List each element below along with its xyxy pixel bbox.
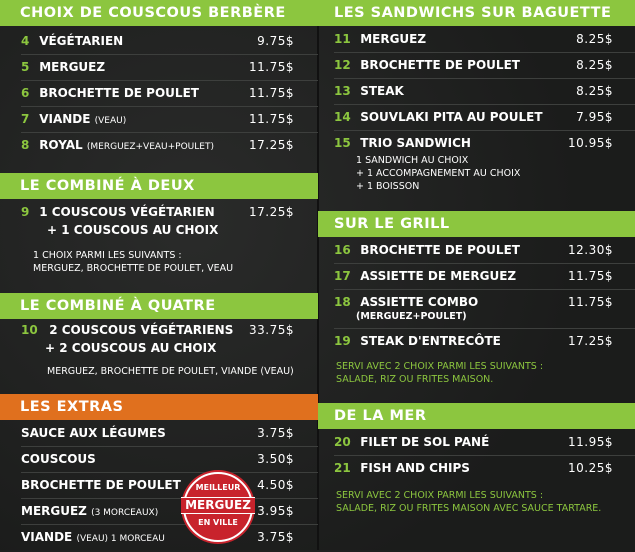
section-title-grill: SUR LE GRILL — [318, 211, 635, 237]
item-price: 4.50$ — [257, 478, 294, 492]
section-couscous — [0, 0, 318, 158]
item-name: BROCHETTE DE POULET — [360, 243, 520, 257]
menu-item — [334, 290, 635, 329]
item-price: 10.95$ — [568, 136, 613, 150]
item-number: 11 — [334, 32, 351, 46]
item-name: ASSIETTE DE MERGUEZ — [360, 269, 517, 283]
item-name: SOUVLAKI PITA AU POULET — [360, 110, 543, 124]
section-title-sandwichs: LES SANDWICHS SUR BAGUETTE — [318, 0, 635, 26]
item-name: SAUCE AUX LÉGUMES — [21, 426, 166, 440]
item-detail: (MERGUEZ+POULET) — [356, 311, 467, 322]
item-number: 7 — [21, 112, 30, 126]
item-price: 11.75$ — [249, 112, 294, 126]
item-number: 20 — [334, 435, 351, 449]
item-price: 12.30$ — [568, 243, 613, 257]
item-number: 15 — [334, 136, 351, 150]
item-name: TRIO SANDWICH — [360, 136, 471, 150]
item-price: 8.25$ — [576, 58, 613, 72]
combo-line-2: + 1 COUSCOUS AU CHOIX — [47, 223, 219, 237]
item-price: 9.75$ — [257, 34, 294, 48]
item-number: 21 — [334, 461, 351, 475]
item-price: 17.25$ — [249, 205, 294, 219]
item-number: 14 — [334, 110, 351, 124]
mer-note-1: SERVI AVEC 2 CHOIX PARMI LES SUIVANTS : — [336, 490, 544, 501]
mer-note-2: SALADE, RIZ OU FRITES MAISON AVEC SAUCE TARTARE. — [336, 503, 602, 514]
item-detail: (VEAU) 1 MORCEAU — [76, 534, 165, 544]
item-price: 11.75$ — [249, 86, 294, 100]
item-name: STEAK — [360, 84, 404, 98]
combo-note-2: MERGUEZ, BROCHETTE DE POULET, VEAU — [33, 263, 234, 274]
section-sandwichs — [318, 0, 635, 193]
grill-note-2: SALADE, RIZ OU FRITES MAISON. — [336, 374, 494, 385]
combo-line-1: 2 COUSCOUS VÉGÉTARIENS — [49, 323, 234, 337]
item-number: 12 — [334, 58, 351, 72]
item-number: 9 — [21, 205, 30, 219]
section-extras — [0, 394, 318, 550]
trio-note: + 1 BOISSON — [356, 181, 420, 192]
menu-item — [334, 456, 635, 481]
grill-note-1: SERVI AVEC 2 CHOIX PARMI LES SUIVANTS : — [336, 361, 544, 372]
item-price: 11.75$ — [568, 295, 613, 309]
item-number: 19 — [334, 334, 351, 348]
item-number: 10 — [21, 323, 38, 337]
item-price: 11.75$ — [249, 60, 294, 74]
item-name: BROCHETTE DE POULET — [360, 58, 520, 72]
combo-note-1: 1 CHOIX PARMI LES SUIVANTS : — [33, 250, 182, 261]
item-number: 18 — [334, 295, 351, 309]
trio-note: 1 SANDWICH AU CHOIX — [356, 155, 469, 166]
section-title-mer: DE LA MER — [318, 403, 635, 429]
item-number: 5 — [21, 60, 30, 74]
menu-item — [21, 421, 318, 447]
item-name: ASSIETTE COMBO — [360, 295, 479, 309]
item-name: MERGUEZ — [21, 504, 87, 518]
trio-note: + 1 ACCOMPAGNEMENT AU CHOIX — [356, 168, 521, 179]
combo-item — [21, 321, 318, 339]
menu-item — [334, 105, 635, 131]
item-price: 11.95$ — [568, 435, 613, 449]
item-name: BROCHETTE DE POULET — [39, 86, 199, 100]
badge-bottom-text: EN VILLE — [198, 518, 238, 527]
item-name: MERGUEZ — [360, 32, 427, 46]
combo-note-1: MERGUEZ, BROCHETTE DE POULET, VIANDE (VEAU) — [47, 366, 294, 377]
item-number: 16 — [334, 243, 351, 257]
item-price: 7.95$ — [576, 110, 613, 124]
item-detail: (MERGUEZ+VEAU+POULET) — [86, 142, 214, 152]
item-name: MERGUEZ — [39, 60, 106, 74]
section-title-extras: LES EXTRAS — [0, 394, 318, 420]
menu-item — [21, 525, 318, 550]
menu-item — [21, 499, 318, 525]
item-price: 8.25$ — [576, 32, 613, 46]
combo-line-2: + 2 COUSCOUS AU CHOIX — [45, 341, 217, 355]
menu-item — [21, 473, 318, 499]
section-mer — [318, 403, 635, 515]
item-name: COUSCOUS — [21, 452, 96, 466]
item-number: 6 — [21, 86, 30, 100]
item-number: 13 — [334, 84, 351, 98]
menu-item — [334, 79, 635, 105]
item-name: BROCHETTE DE POULET — [21, 478, 181, 492]
menu-item — [334, 238, 635, 264]
item-price: 3.95$ — [257, 504, 294, 518]
item-name: FILET DE SOL PANÉ — [360, 435, 490, 449]
menu-item — [334, 329, 635, 354]
section-combo-quatre — [0, 293, 318, 378]
combo-item — [21, 203, 318, 221]
menu-item — [21, 447, 318, 473]
item-detail: (3 MORCEAUX) — [91, 508, 159, 518]
item-price: 17.25$ — [568, 334, 613, 348]
menu-item — [334, 430, 635, 456]
item-name: ROYAL — [39, 138, 83, 152]
section-combo-deux — [0, 173, 318, 275]
item-number: 8 — [21, 138, 30, 152]
item-price: 10.25$ — [568, 461, 613, 475]
menu-item — [334, 27, 635, 53]
item-detail: (VEAU) — [94, 116, 127, 126]
section-grill — [318, 211, 635, 386]
item-price: 17.25$ — [249, 138, 294, 152]
item-price: 3.75$ — [257, 426, 294, 440]
section-title-combo-quatre: LE COMBINÉ À QUATRE — [0, 293, 318, 319]
menu-item — [334, 264, 635, 290]
item-price: 11.75$ — [568, 269, 613, 283]
menu-item — [334, 131, 635, 156]
item-price: 8.25$ — [576, 84, 613, 98]
item-number: 17 — [334, 269, 351, 283]
item-name: FISH AND CHIPS — [360, 461, 470, 475]
item-name: VIANDE — [21, 530, 73, 544]
menu-item — [21, 29, 318, 55]
item-price: 33.75$ — [249, 323, 294, 337]
menu-item — [334, 53, 635, 79]
item-price: 3.75$ — [257, 530, 294, 544]
menu-item — [21, 107, 318, 133]
menu-item — [21, 55, 318, 81]
menu-item — [21, 133, 318, 158]
item-name: VIANDE — [39, 112, 91, 126]
item-name: STEAK D'ENTRECÔTE — [360, 334, 501, 348]
item-price: 3.50$ — [257, 452, 294, 466]
meilleur-merguez-badge — [183, 472, 253, 542]
item-name: VÉGÉTARIEN — [39, 34, 124, 48]
section-title-combo-deux: LE COMBINÉ À DEUX — [0, 173, 318, 199]
combo-line-1: 1 COUSCOUS VÉGÉTARIEN — [39, 205, 215, 219]
item-number: 4 — [21, 34, 30, 48]
badge-top-text: MEILLEUR — [195, 483, 241, 492]
badge-middle-text: MERGUEZ — [181, 497, 255, 514]
menu-item — [21, 81, 318, 107]
section-title-couscous: CHOIX DE COUSCOUS BERBÈRE — [0, 0, 318, 26]
